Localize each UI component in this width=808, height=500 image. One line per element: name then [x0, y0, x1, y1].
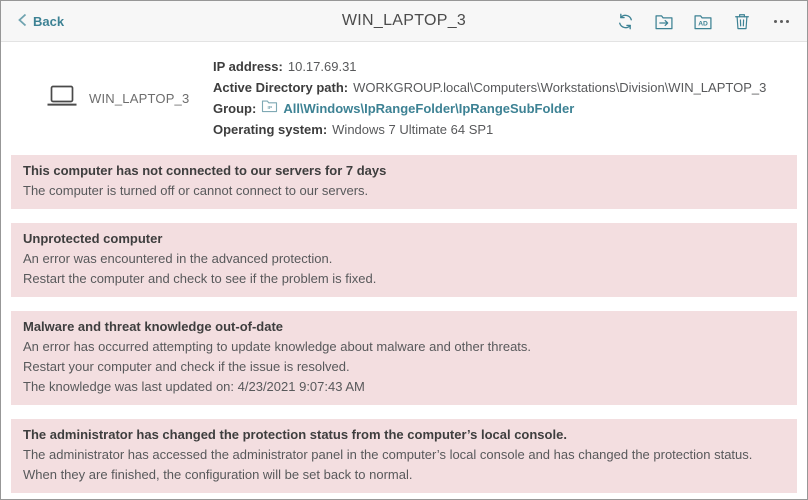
- active-directory-path-row: [213, 77, 766, 98]
- top-bar: [1, 1, 807, 42]
- ip-address-value: 10.17.69.31: [287, 59, 357, 74]
- alert-line: An error has occurred attempting to update knowledge about malware and other threats.: [23, 339, 532, 354]
- alert-title: Malware and threat knowledge out-of-date: [23, 319, 284, 334]
- active-directory-path-value: WORKGROUP.local\Computers\Workstations\Division\WIN_LAPTOP_3: [353, 80, 767, 95]
- back-label: Back: [33, 13, 65, 29]
- ip-address-label: IP address:: [213, 59, 283, 74]
- operating-system-value: Windows 7 Ultimate 64 SP1: [332, 122, 494, 137]
- group-row: [213, 98, 766, 119]
- computer-details: [213, 56, 766, 140]
- ip-range-folder-icon: [261, 98, 278, 119]
- computer-name: WIN_LAPTOP_3: [89, 90, 190, 106]
- more-options-icon[interactable]: [771, 11, 791, 31]
- group-link[interactable]: [261, 98, 574, 119]
- alert-line: The knowledge was last updated on: 4/23/2021 9:07:43 AM: [23, 379, 365, 394]
- ip-badge-text: IP: [267, 106, 273, 112]
- operating-system-row: [213, 119, 766, 140]
- computer-identity: [1, 83, 213, 114]
- alert-unprotected: [11, 223, 797, 297]
- back-button[interactable]: [17, 13, 64, 30]
- refresh-icon[interactable]: [615, 11, 635, 31]
- alert-protection-status-changed: [11, 419, 797, 493]
- alert-title: Unprotected computer: [23, 231, 163, 246]
- active-directory-path-label: Active Directory path:: [213, 80, 349, 95]
- alert-line: The computer is turned off or cannot connect to our servers.: [23, 183, 369, 198]
- laptop-icon: [45, 83, 79, 114]
- delete-icon[interactable]: [732, 11, 752, 31]
- alert-line: Restart your computer and check if the issue is resolved.: [23, 359, 350, 374]
- operating-system-label: Operating system:: [213, 122, 328, 137]
- alert-knowledge-out-of-date: [11, 311, 797, 405]
- toolbar-actions: [615, 11, 791, 31]
- group-value: All\Windows\IpRangeFolder\IpRangeSubFolder: [283, 101, 575, 116]
- page-title: WIN_LAPTOP_3: [341, 12, 467, 29]
- alert-line: When they are finished, the configuration will be set back to normal.: [23, 467, 413, 482]
- chevron-left-icon: [17, 13, 28, 30]
- computer-info-section: [1, 42, 807, 155]
- alert-line: An error was encountered in the advanced protection.: [23, 251, 333, 266]
- alert-line: The administrator has accessed the administrator panel in the computer’s local console and has changed the protection status.: [23, 447, 753, 462]
- alert-title: This computer has not connected to our servers for 7 days: [23, 163, 387, 178]
- move-to-group-icon[interactable]: [654, 11, 674, 31]
- alert-line: Restart the computer and check to see if the problem is fixed.: [23, 271, 377, 286]
- alert-title: The administrator has changed the protection status from the computer’s local console.: [23, 427, 567, 442]
- ip-address-row: [213, 56, 766, 77]
- ad-badge-text: AD: [698, 19, 708, 27]
- active-directory-icon[interactable]: [693, 11, 713, 31]
- group-label: Group:: [213, 101, 257, 116]
- alert-not-connected: [11, 155, 797, 209]
